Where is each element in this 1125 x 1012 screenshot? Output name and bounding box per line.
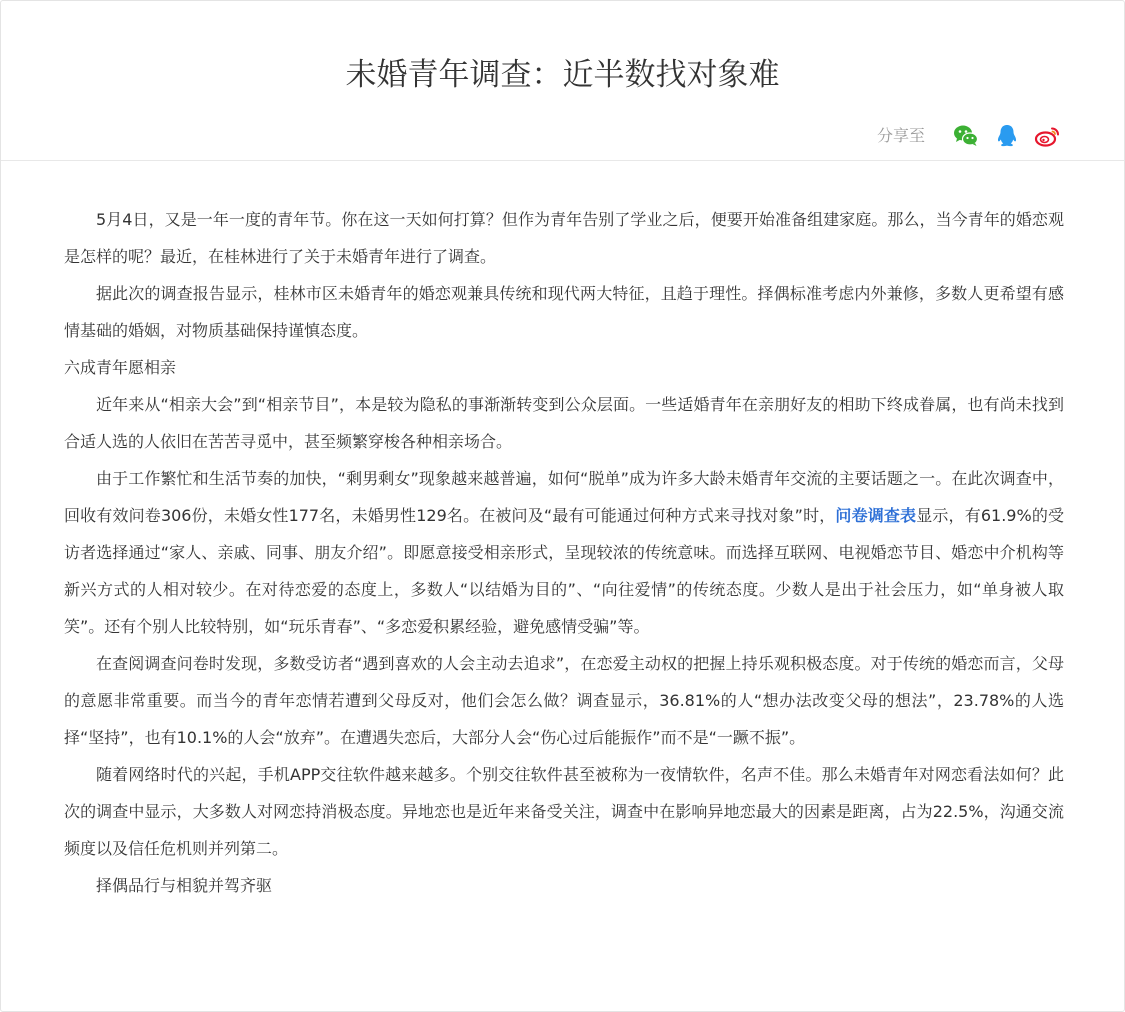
weibo-icon[interactable] bbox=[1034, 122, 1062, 150]
paragraph-text: 显示，有61.9%的受访者选择通过“家人、亲戚、同事、朋友介绍”。即愿意接受相亲形式，呈现较浓的传统意味。而选择互联网、电视婚恋节目、婚恋中介机构等新兴方式的人相对较少。在对待恋爱的态度上，多数人“以结婚为目的”、“向往爱情”的传统态度。少数人是出于社会压力，如“单身被人取笑”。还有个别人比较特别，如“玩乐青春”、“多恋爱积累经验，避免感情受骗”等。 bbox=[64, 506, 1064, 636]
paragraph: 近年来从“相亲大会”到“相亲节目”，本是较为隐私的事渐渐转变到公众层面。一些适婚青年在亲朋好友的相助下终成眷属，也有尚未找到合适人选的人依旧在苦苦寻觅中，甚至频繁穿梭各种相亲场合。 bbox=[64, 395, 1064, 451]
qq-icon[interactable] bbox=[993, 122, 1021, 150]
paragraph: 在查阅调查问卷时发现，多数受访者“遇到喜欢的人会主动去追求”，在恋爱主动权的把握上持乐观积极态度。对于传统的婚恋而言，父母的意愿非常重要。而当今的青年恋情若遭到父母反对，他们会怎么做？调查显示，36.81%的人“想办法改变父母的想法”，23.78%的人选择“坚持”，也有10.1%的人会“放弃”。在遭遇失恋后，大部分人会“伤心过后能振作”而不是“一蹶不振”。 bbox=[64, 654, 1064, 747]
share-bar bbox=[877, 121, 1062, 151]
paragraph: 据此次的调查报告显示，桂林市区未婚青年的婚恋观兼具传统和现代两大特征，且趋于理性。择偶标准考虑内外兼修，多数人更希望有感情基础的婚姻，对物质基础保持谨慎态度。 bbox=[64, 284, 1064, 340]
share-label: 分享至 bbox=[876, 126, 925, 145]
section-heading: 择偶品行与相貌并驾齐驱 bbox=[96, 876, 273, 895]
article-body bbox=[64, 201, 1064, 904]
survey-link[interactable]: 问卷调查表 bbox=[835, 506, 917, 525]
wechat-icon[interactable] bbox=[952, 122, 980, 150]
paragraph-text: 由于工作繁忙和生活节奏的加快，“剩男剩女”现象越来越普遍，如何“脱单”成为许多大龄未婚青年交流的主要话题之一。在此次调查中，回收有效问卷306份，未婚女性177名，未婚男性129名。在被问及“最有可能通过何种方式来寻找对象”时， bbox=[64, 469, 1064, 525]
paragraph bbox=[64, 460, 1064, 645]
paragraph: 5月4日，又是一年一度的青年节。你在这一天如何打算？但作为青年告别了学业之后，便要开始准备组建家庭。那么，当今青年的婚恋观是怎样的呢？最近，在桂林进行了关于未婚青年进行了调查。 bbox=[64, 210, 1064, 266]
section-heading: 六成青年愿相亲 bbox=[64, 358, 177, 377]
paragraph: 随着网络时代的兴起，手机APP交往软件越来越多。个别交往软件甚至被称为一夜情软件，名声不佳。那么未婚青年对网恋看法如何？此次的调查中显示，大多数人对网恋持消极态度。异地恋也是近年来备受关注，调查中在影响异地恋最大的因素是距离，占为22.5%，沟通交流频度以及信任危机则并列第二。 bbox=[64, 765, 1064, 858]
article-header bbox=[1, 1, 1124, 161]
article-title: 未婚青年调查：近半数找对象难 bbox=[345, 57, 780, 93]
